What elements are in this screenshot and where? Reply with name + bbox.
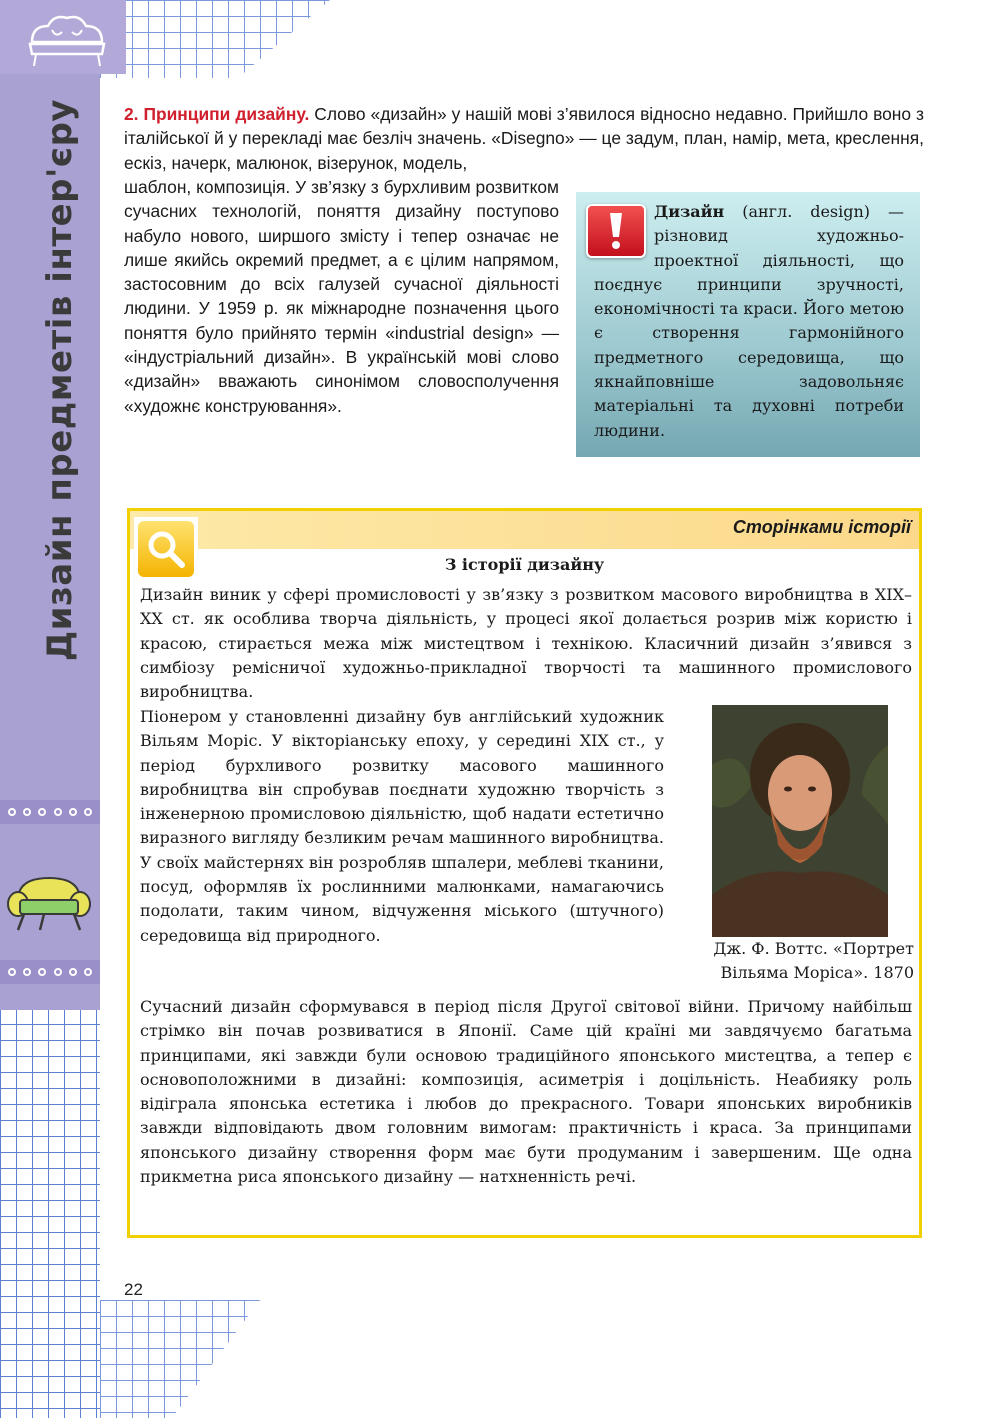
armchair-icon — [4, 860, 94, 940]
history-paragraph-1: Дизайн виник у сфері промисловості у зв’язку з розвитком масового виробництва в XIX–XX ст. як особлива творча діяльність, у процесі якої долається розрив між користю і красою, стирається межа між мистецтвом і технікою. Класичний дизайн з’явився з симбіозу ремісничої художньо-прикладної творчості та машинного промислового виробництва. — [140, 585, 912, 702]
ornament-row-lower — [0, 960, 100, 984]
section-heading: 2. Принципи дизайну. — [124, 104, 310, 124]
top-grid-pattern — [100, 0, 330, 78]
top-ornament-block — [0, 0, 126, 74]
history-header-label: Сторінками історії — [732, 517, 911, 537]
sofa-line-icon — [22, 4, 112, 74]
history-title: З історії дизайну — [444, 555, 605, 574]
chapter-title-text: Дизайн предметів інтер'єру — [40, 98, 80, 662]
exclamation-icon — [586, 204, 646, 258]
history-paragraph-2: Піонером у становленні дизайну був англійський художник Вільям Моріс. У вікторіанську епоху, у середині XIX ст., у період бурхливого розвитку масового машинного виробництва він спробував поєднати художню творчість з інженерною промисловою діяльністю, щоб надати естетично виразного вигляду безликим речам машинного виробництва. У своїх майстернях він розробляв шпалери, меблеві тканини, посуд, оформляв їх рослинними малюнками, намагаючись подолати, таким чином, відчуження міського (штучного) середовища від природного. — [140, 707, 664, 945]
definition-body: (англ. design) — різновид художньо-проектної діяльності, що поєднує принципи зручності, економічності та краси. Його метою є створення гармонійного предметного середовища, що якнайповніше задовольняє матеріальні та духовні потреби людини. — [594, 202, 904, 440]
ornament-row-upper — [0, 800, 100, 824]
caption-line-2: Вільяма Моріса». 1870 — [720, 963, 914, 983]
intro-paragraph-continued: шаблон, композиція. У зв’язку з бурхливим розвитком сучасних технологій, поняття дизайну поступово набуло нового, ширшого змісту і тепер означає не лише якийсь окремий предмет, а є цілим напрямом, застосовним до всіх галузей сучасної діяльності людини. У 1959 р. як міжнародне позначення цього поняття було прийнято термін «industrial design» — «індустріальний дизайн». В українській мові слово «дизайн» вважають синонімом словосполучення «художнє конструювання». — [124, 177, 559, 416]
bottom-grid-pattern — [100, 1300, 260, 1418]
intro-text: Слово «дизайн» у нашій мові з’явилося відносно недавно. Прийшло воно з італійської й у перекладі має безліч значень. «Disegno» — це задум, план, намір, мета, креслення, ескіз, начерк, малюнок, візерунок, модель, — [124, 104, 924, 173]
portrait-caption — [678, 937, 914, 986]
history-header — [130, 511, 919, 549]
portrait-image — [712, 705, 888, 937]
definition-box — [576, 192, 920, 457]
history-box — [127, 508, 922, 1238]
history-paragraph-3: Сучасний дизайн сформувався в період після Другої світової війни. Причому найбільш стрімко він почав розвиватися в Японії. Саме цій країні ми завдячуємо багатьма принципами, які завжди були основою традиційного японського мистецтва, а тепер є основоположними в дизайні: композиція, асиметрія і доцільність. Неабияку роль відіграла японська естетика і любов до прекрасного. Товари японських виробників завжди відповідають двом головним вимогам: практичність і краса. За принципами японського дизайну створення форм має бути продуманим і завершеним. Ще одна прикметна риса японського дизайну — натхненність речі. — [140, 997, 912, 1187]
page-number: 22 — [124, 1280, 143, 1299]
chapter-spine-title — [30, 98, 90, 662]
intro-paragraph — [124, 102, 924, 175]
definition-term: Дизайн — [654, 202, 725, 221]
caption-line-1: Дж. Ф. Воттс. «Портрет — [713, 939, 914, 958]
